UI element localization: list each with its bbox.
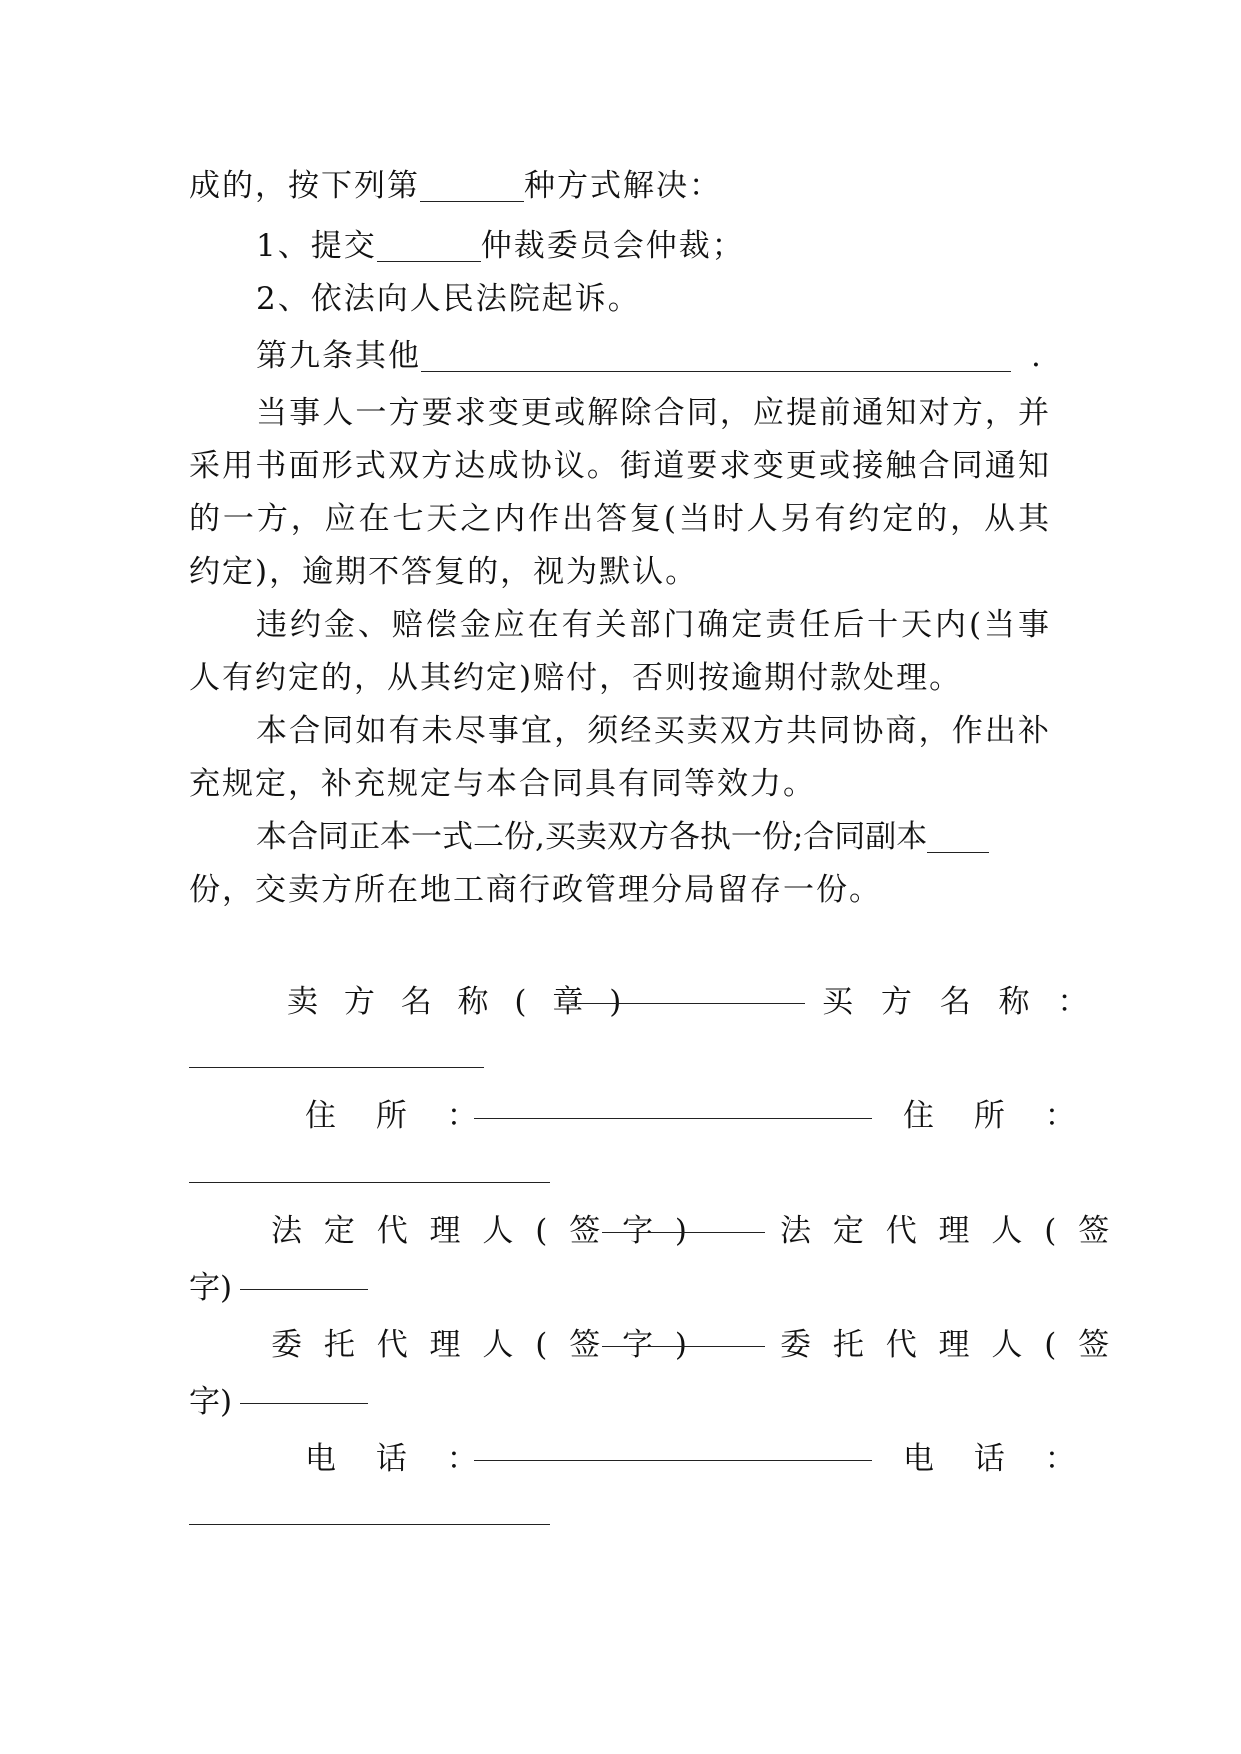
text-segment: .: [1031, 338, 1043, 374]
buyer-address-label: 住 所 ：: [903, 1098, 1091, 1134]
buyer-agent-label: 委 托 代 理 人 ( 签: [780, 1327, 1116, 1363]
article-nine-line: [256, 327, 1051, 385]
text-segment: 成的，按下列第: [189, 168, 420, 204]
paragraph-line: 充规定，补充规定与本合同具有同等效力。: [189, 766, 816, 802]
paragraph-line: 当事人一方要求变更或解除合同，应提前通知对方，并: [256, 395, 1051, 431]
paragraph-line: 约定)，逾期不答复的，视为默认。: [189, 554, 699, 590]
arbitration-committee-blank[interactable]: [377, 231, 481, 262]
seller-address-field[interactable]: [474, 1118, 872, 1119]
buyer-phone-label: 电 话 ：: [903, 1441, 1091, 1477]
buyer-name-field[interactable]: [189, 1067, 484, 1068]
seller-name-field[interactable]: [571, 1003, 805, 1004]
text-segment: 1、提交: [256, 228, 377, 264]
seller-phone-field[interactable]: [474, 1460, 872, 1461]
buyer-legal-rep-field[interactable]: [240, 1289, 368, 1290]
seller-legal-rep-field[interactable]: [602, 1232, 765, 1233]
buyer-legal-rep-label: 法 定 代 理 人 ( 签: [780, 1213, 1116, 1249]
article-nine-heading: 第九条其他: [256, 338, 421, 374]
text-segment: 种方式解决：: [524, 168, 722, 204]
paragraph-line: 份，交卖方所在地工商行政管理分局留存一份。: [189, 872, 882, 908]
text-segment: 仲裁委员会仲裁；: [480, 228, 745, 264]
other-terms-blank[interactable]: [421, 341, 1011, 372]
buyer-legal-rep-label-cont: 字): [189, 1270, 233, 1306]
buyer-phone-field[interactable]: [189, 1524, 550, 1525]
buyer-agent-field[interactable]: [240, 1403, 368, 1404]
paragraph-line: 的一方，应在七天之内作出答复(当时人另有约定的，从其: [189, 501, 1051, 537]
paragraph-line: 违约金、赔偿金应在有关部门确定责任后十天内(当事: [256, 607, 1051, 643]
seller-phone-label: 电 话 ：: [305, 1441, 493, 1477]
paragraph-line: 采用书面形式双方达成协议。街道要求变更或接触合同通知: [189, 448, 1051, 484]
seller-address-label: 住 所 ：: [305, 1098, 493, 1134]
seller-name-label: 卖 方 名 称 ( 章 ): [287, 984, 630, 1020]
seller-legal-rep-label: 法 定 代 理 人 ( 签 字 ): [271, 1213, 694, 1249]
buyer-name-label: 买 方 名 称 ：: [822, 984, 1098, 1020]
method-number-blank[interactable]: [420, 171, 524, 202]
dispute-resolution-line: [189, 157, 1051, 215]
seller-agent-field[interactable]: [602, 1346, 765, 1347]
arbitration-option: [256, 217, 1051, 275]
paragraph-line: 人有约定的，从其约定)赔付，否则按逾期付款处理。: [189, 660, 963, 696]
text-segment: 本合同正本一式二份,买卖双方各执一份;合同副本: [256, 819, 928, 855]
paragraph-line: [256, 808, 1051, 866]
seller-agent-label: 委 托 代 理 人 ( 签 字 ): [271, 1327, 694, 1363]
text-segment: 2、依法向人民法院起诉。: [256, 281, 641, 317]
copy-count-blank[interactable]: [927, 822, 989, 853]
buyer-agent-label-cont: 字): [189, 1384, 233, 1420]
buyer-address-field[interactable]: [189, 1182, 550, 1183]
litigation-option: [256, 270, 1051, 328]
paragraph-line: 本合同如有未尽事宜，须经买卖双方共同协商，作出补: [256, 713, 1051, 749]
